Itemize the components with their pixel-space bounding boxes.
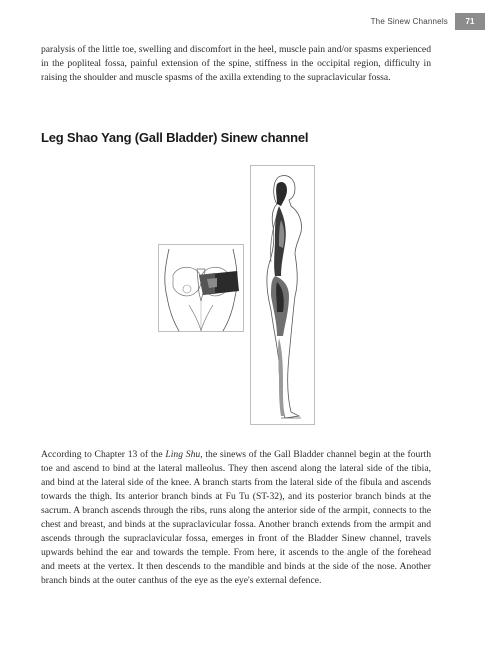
running-header	[371, 13, 485, 30]
intro-paragraph: paralysis of the little toe, swelling and discomfort in the heel, muscle pain and/or spasms experienced in the popliteal fossa, painful extension of the spine, stiffness in the occipital region, difficulty in raising the shoulder and muscle spasms of the axilla extending to the supraclavicular fossa.	[41, 44, 431, 83]
section-heading: Leg Shao Yang (Gall Bladder) Sinew channel	[41, 130, 309, 145]
running-title: The Sinew Channels	[370, 17, 448, 26]
page-number: 71	[455, 13, 485, 30]
body-paragraph-lead: According to Chapter 13 of the	[41, 449, 166, 460]
pelvis-drawing	[159, 245, 243, 331]
body-paragraph-text: , the sinews of the Gall Bladder channel begin at the fourth toe and ascend to bind at the lateral malleolus. They then ascend along the lateral side of the tibia, and bind at the lateral side of the knee. A branch starts from the lateral side of the fibula and ascends towards the thigh. Its anterior branch binds at Fu Tu (ST-32), and its posterior branch binds at the sacrum. A branch ascends through the ribs, runs along the anterior side of the armpit, connects to the chest and breast, and binds at the supraclavicular fossa. Another branch extends from the armpit and ascends through the supraclavicular fossa, emerges in front of the Bladder Sinew channel, travels upwards behind the ear and towards the temple. From here, it ascends to the angle of the forehead and meets at the vertex. It then descends to the mandible and binds at the side of the nose. Another branch binds at the outer canthus of the eye as the eye's external defence.	[41, 449, 431, 586]
body-figure-drawing	[251, 166, 314, 424]
pelvis-illustration	[158, 244, 244, 332]
body-paragraph	[41, 448, 431, 588]
body-figure-illustration	[250, 165, 315, 425]
book-title: Ling Shu	[165, 449, 201, 460]
